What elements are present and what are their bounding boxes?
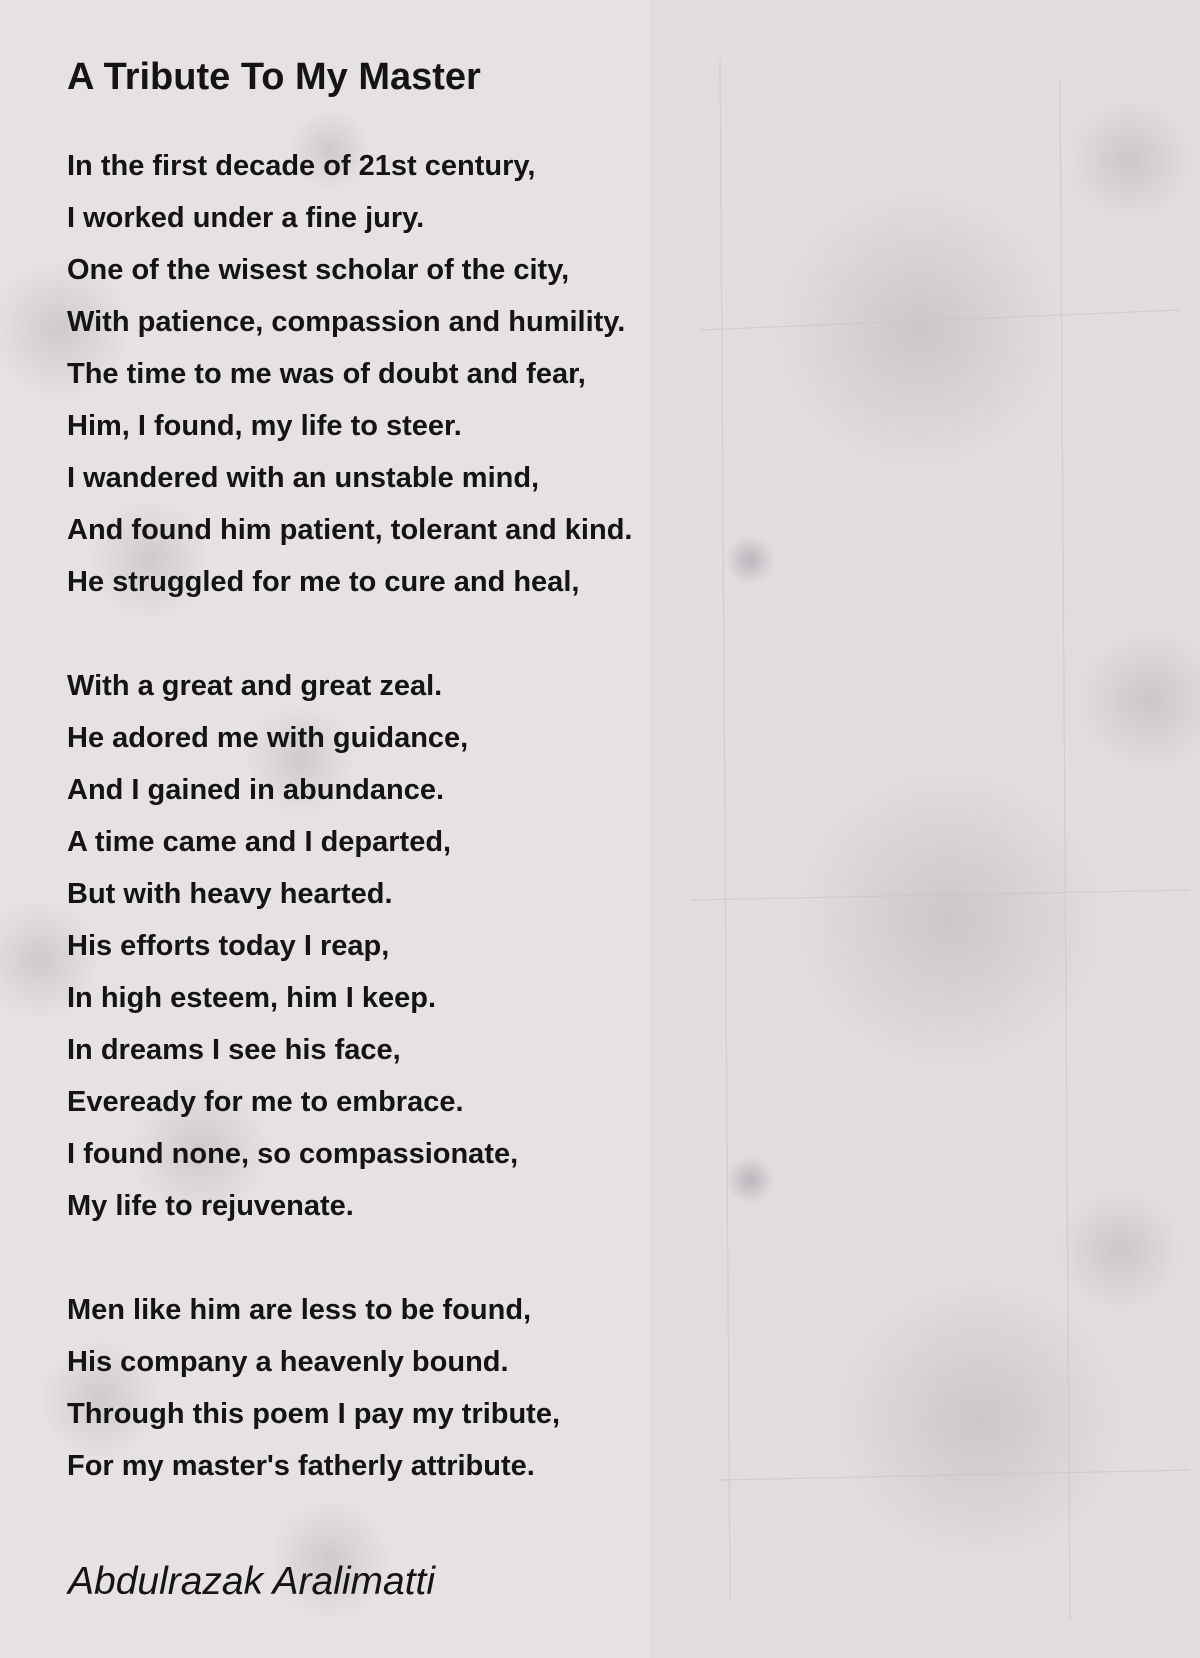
- poem-line: With patience, compassion and humility.: [67, 306, 626, 338]
- poem-line: And found him patient, tolerant and kind.: [67, 514, 633, 546]
- poem-stanza: [67, 660, 1147, 1232]
- poem-line: For my master's fatherly attribute.: [67, 1450, 535, 1482]
- poem-line: But with heavy hearted.: [67, 878, 393, 910]
- poem-line: His company a heavenly bound.: [67, 1346, 509, 1378]
- poem-line: He adored me with guidance,: [67, 722, 469, 754]
- poem-page: [67, 50, 1147, 1492]
- poem-line: And I gained in abundance.: [67, 774, 445, 806]
- poem-line: One of the wisest scholar of the city,: [67, 254, 570, 286]
- poem-line: In dreams I see his face,: [67, 1034, 401, 1066]
- poem-line: I wandered with an unstable mind,: [67, 462, 540, 494]
- poem-line: In high esteem, him I keep.: [67, 982, 437, 1014]
- poem-line: A time came and I departed,: [67, 826, 452, 858]
- poem-line: Eveready for me to embrace.: [67, 1086, 464, 1118]
- poem-line: He struggled for me to cure and heal,: [67, 566, 580, 598]
- poem-line: My life to rejuvenate.: [67, 1190, 354, 1222]
- poem-line: I found none, so compassionate,: [67, 1138, 519, 1170]
- poem-line: Through this poem I pay my tribute,: [67, 1398, 561, 1430]
- poem-author: Abdulrazak Aralimatti: [68, 1560, 436, 1603]
- poem-line: The time to me was of doubt and fear,: [67, 358, 586, 390]
- poem-line: With a great and great zeal.: [67, 670, 443, 702]
- poem-line: In the first decade of 21st century,: [67, 150, 536, 182]
- poem-stanza: [67, 140, 1147, 608]
- poem-title: A Tribute To My Master: [67, 56, 481, 98]
- poem-body: [67, 140, 1147, 1492]
- poem-line: I worked under a fine jury.: [67, 202, 425, 234]
- poem-stanza: [67, 1284, 1147, 1492]
- poem-line: Men like him are less to be found,: [67, 1294, 532, 1326]
- poem-line: His efforts today I reap,: [67, 930, 390, 962]
- poem-line: Him, I found, my life to steer.: [67, 410, 462, 442]
